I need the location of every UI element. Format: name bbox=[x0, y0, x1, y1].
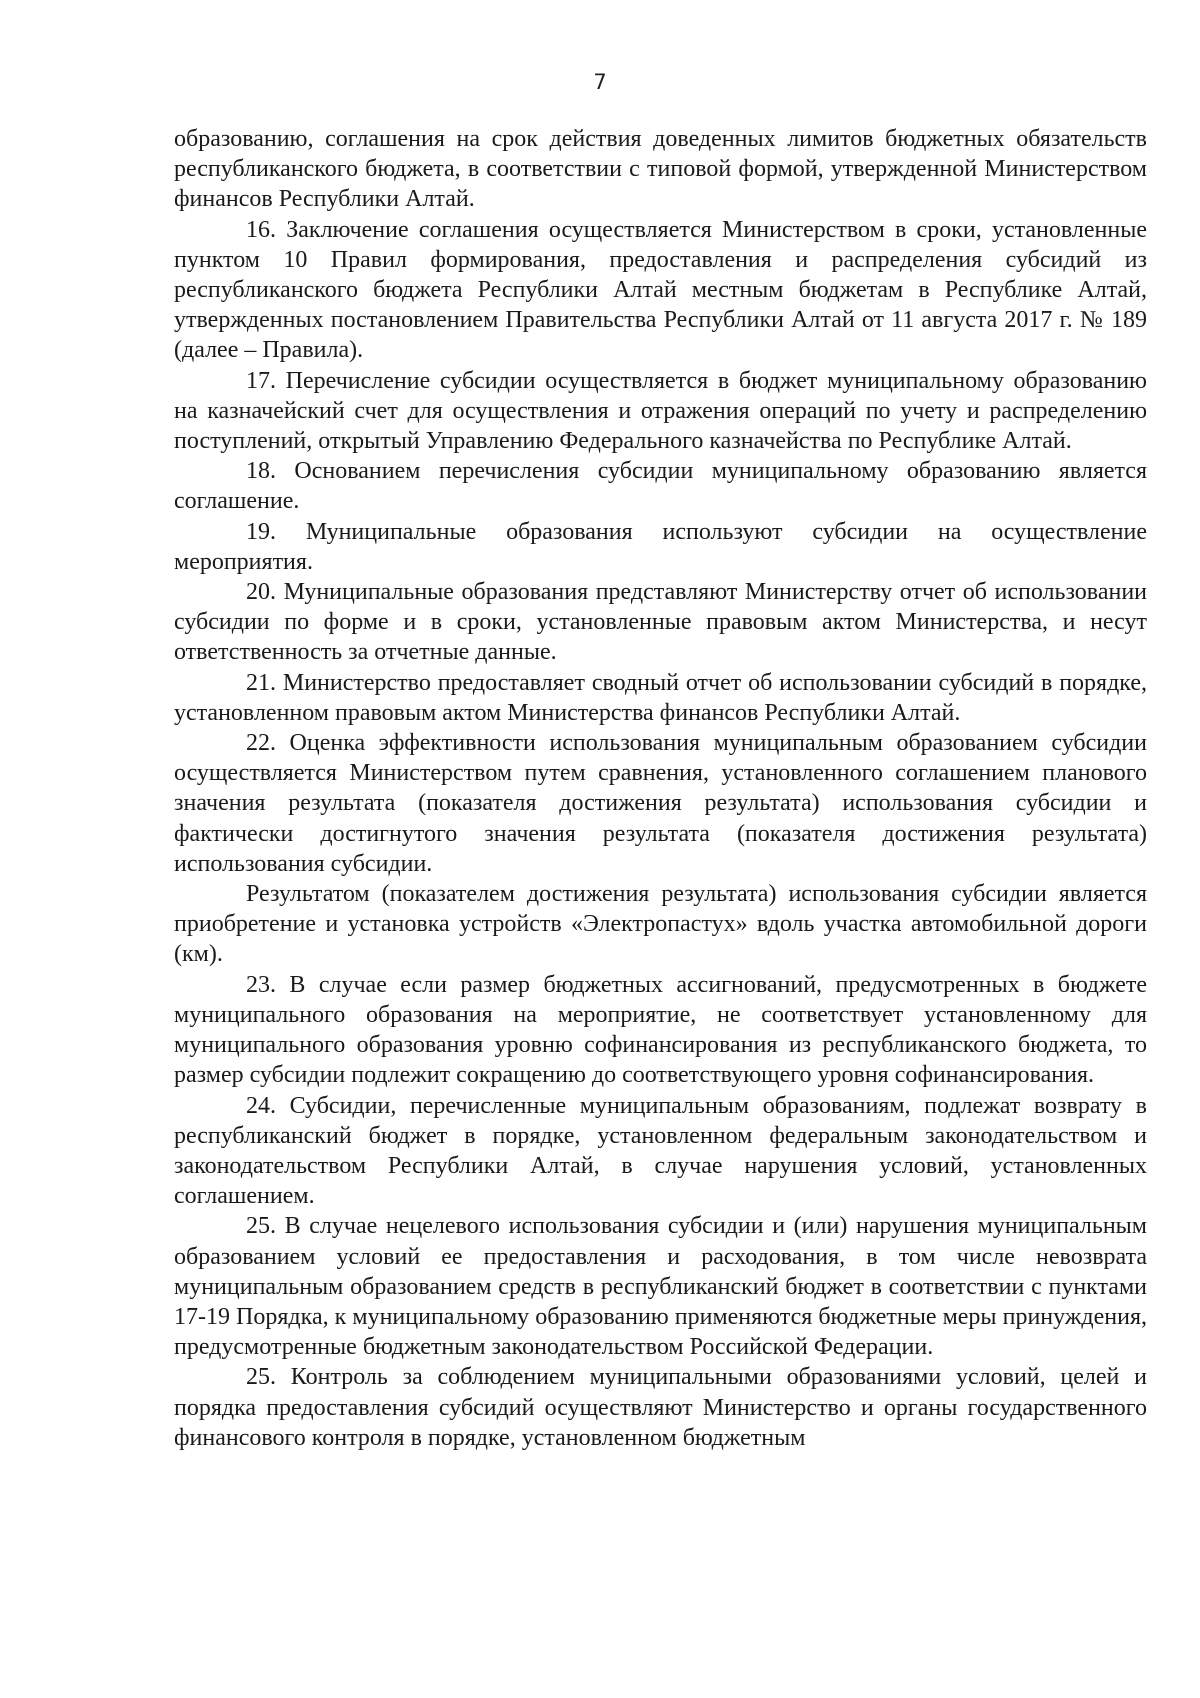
document-body bbox=[174, 124, 1147, 1453]
paragraph: 20. Муниципальные образования представляют Министерству отчет об использовании субсидии по форме и в сроки, установленные правовым актом Министерства, и несут ответственность за отчетные данные. bbox=[174, 579, 1147, 666]
paragraph: 22. Оценка эффективности использования муниципальным образованием субсидии осуществляется Министерством путем сравнения, установленного соглашением планового значения результата (показателя достижения результата) использования субсидии и фактически достигнутого значения результата (показателя достижения результата) использования субсидии. bbox=[174, 730, 1147, 877]
paragraph: 16. Заключение соглашения осуществляется Министерством в сроки, установленные пунктом 10 Правил формирования, предоставления и распределения субсидий из республиканского бюджета Республики Алтай местным бюджетам в Республике Алтай, утвержденных постановлением Правительства Республики Алтай от 11 августа 2017 г. № 189 (далее – Правила). bbox=[174, 216, 1147, 364]
page-number: 7 bbox=[593, 70, 607, 94]
paragraph: 17. Перечисление субсидии осуществляется в бюджет муниципальному образованию на казначейский счет для осуществления и отражения операций по учету и распределению поступлений, открытый Управлению Федерального казначейства по Республике Алтай. bbox=[174, 367, 1147, 455]
paragraph: 18. Основанием перечисления субсидии муниципальному образованию является соглашение. bbox=[174, 458, 1147, 515]
paragraph: Результатом (показателем достижения результата) использования субсидии является приобретение и установка устройств «Электропастух» вдоль участка автомобильной дороги (км). bbox=[174, 881, 1147, 968]
paragraph: 25. Контроль за соблюдением муниципальными образованиями условий, целей и порядка предоставления субсидий осуществляют Министерство и органы государственного финансового контроля в порядке, установленном бюджетным bbox=[174, 1364, 1147, 1451]
paragraph: 21. Министерство предоставляет сводный отчет об использовании субсидий в порядке, установленном правовым актом Министерства финансов Республики Алтай. bbox=[174, 669, 1147, 726]
paragraph: 25. В случае нецелевого использования субсидии и (или) нарушения муниципальным образованием условий ее предоставления и расходования, в том числе невозврата муниципальным образованием средств в республиканский бюджет в соответствии с пунктами 17-19 Порядка, к муниципальному образованию применяются бюджетные меры принуждения, предусмотренные бюджетным законодательством Российской Федерации. bbox=[174, 1213, 1147, 1361]
paragraph: 24. Субсидии, перечисленные муниципальным образованиям, подлежат возврату в республиканский бюджет в порядке, установленном федеральным законодательством и законодательством Республики Алтай, в случае нарушения условий, установленных соглашением. bbox=[174, 1092, 1147, 1210]
paragraph: 19. Муниципальные образования используют субсидии на осуществление мероприятия. bbox=[174, 518, 1147, 575]
paragraph: образованию, соглашения на срок действия доведенных лимитов бюджетных обязательств республиканского бюджета, в соответствии с типовой формой, утвержденной Министерством финансов Республики Алтай. bbox=[174, 126, 1147, 213]
paragraph: 23. В случае если размер бюджетных ассигнований, предусмотренных в бюджете муниципального образования на мероприятие, не соответствует установленному для муниципального образования уровню софинансирования из республиканского бюджета, то размер субсидии подлежит сокращению до соответствующего уровня софинансирования. bbox=[174, 971, 1147, 1089]
